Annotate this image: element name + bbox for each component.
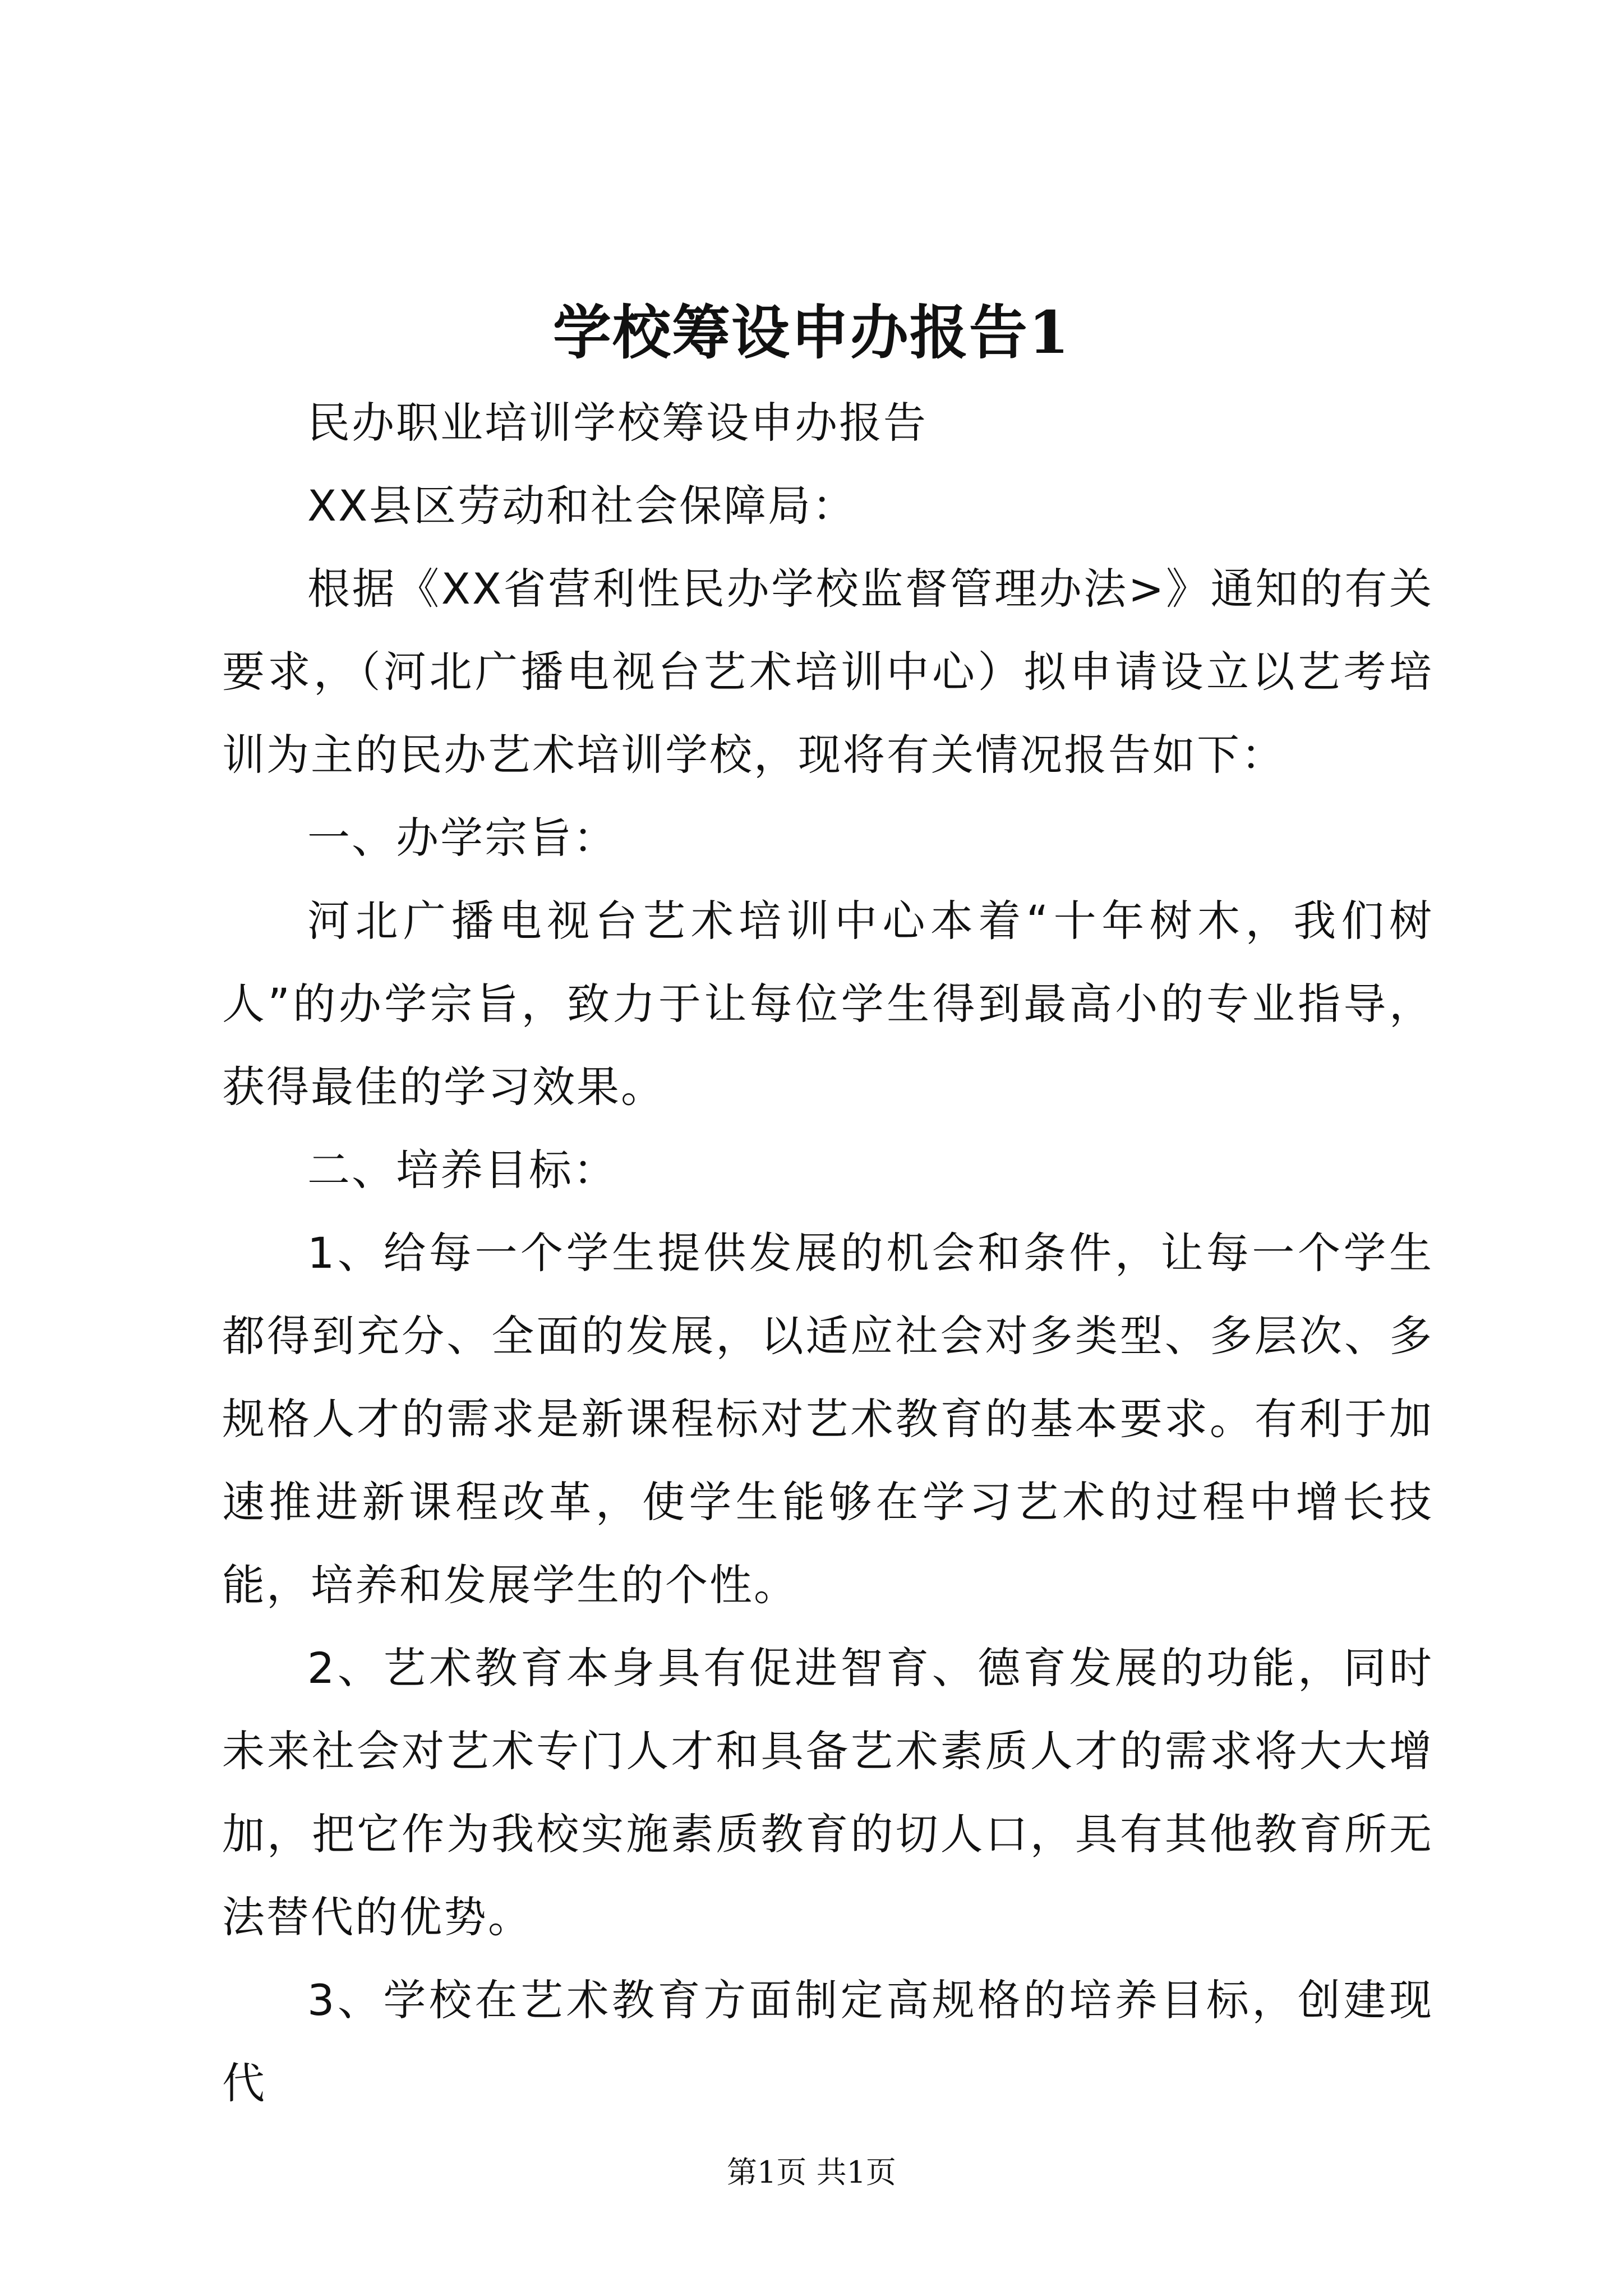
- paragraph-addressee: XX县区劳动和社会保障局：: [307, 481, 857, 531]
- document-title: 学校筹设申办报告1: [552, 298, 1071, 367]
- page-footer: 第1页 共1页: [727, 2155, 896, 2190]
- paragraph-goal-2: 2、艺术教育本身具有促进智育、德育发展的功能，同时未来社会对艺术专门人才和具备艺术素质人才的需求将大大增加，把它作为我校实施素质教育的切人口，具有其他教育所无法替代的优势。: [222, 1643, 1433, 1942]
- paragraph-purpose: 河北广播电视台艺术培训中心本着“十年树木，我们树人”的办学宗旨，致力于让每位学生得到最高小的专业指导，获得最佳的学习效果。: [222, 896, 1433, 1112]
- paragraph-heading: 民办职业培训学校筹设申办报告: [307, 398, 928, 448]
- document-body: [222, 381, 1433, 2125]
- paragraph-goal-1: 1、给每一个学生提供发展的机会和条件，让每一个学生都得到充分、全面的发展，以适应社会对多类型、多层次、多规格人才的需求是新课程标对艺术教育的基本要求。有利于加速推进新课程改革，使学生能够在学习艺术的过程中增长技能，培养和发展学生的个性。: [222, 1228, 1433, 1610]
- paragraph-intro: 根据《XX省营利性民办学校监督管理办法>》通知的有关要求，（河北广播电视台艺术培训中心）拟申请设立以艺考培训为主的民办艺术培训学校，现将有关情况报告如下：: [222, 564, 1433, 780]
- section-heading-purpose: 一、办学宗旨：: [307, 813, 617, 863]
- paragraph-goal-3: 3、学校在艺术教育方面制定高规格的培养目标，创建现代: [222, 1975, 1433, 2108]
- section-heading-goals: 二、培养目标：: [307, 1145, 617, 1195]
